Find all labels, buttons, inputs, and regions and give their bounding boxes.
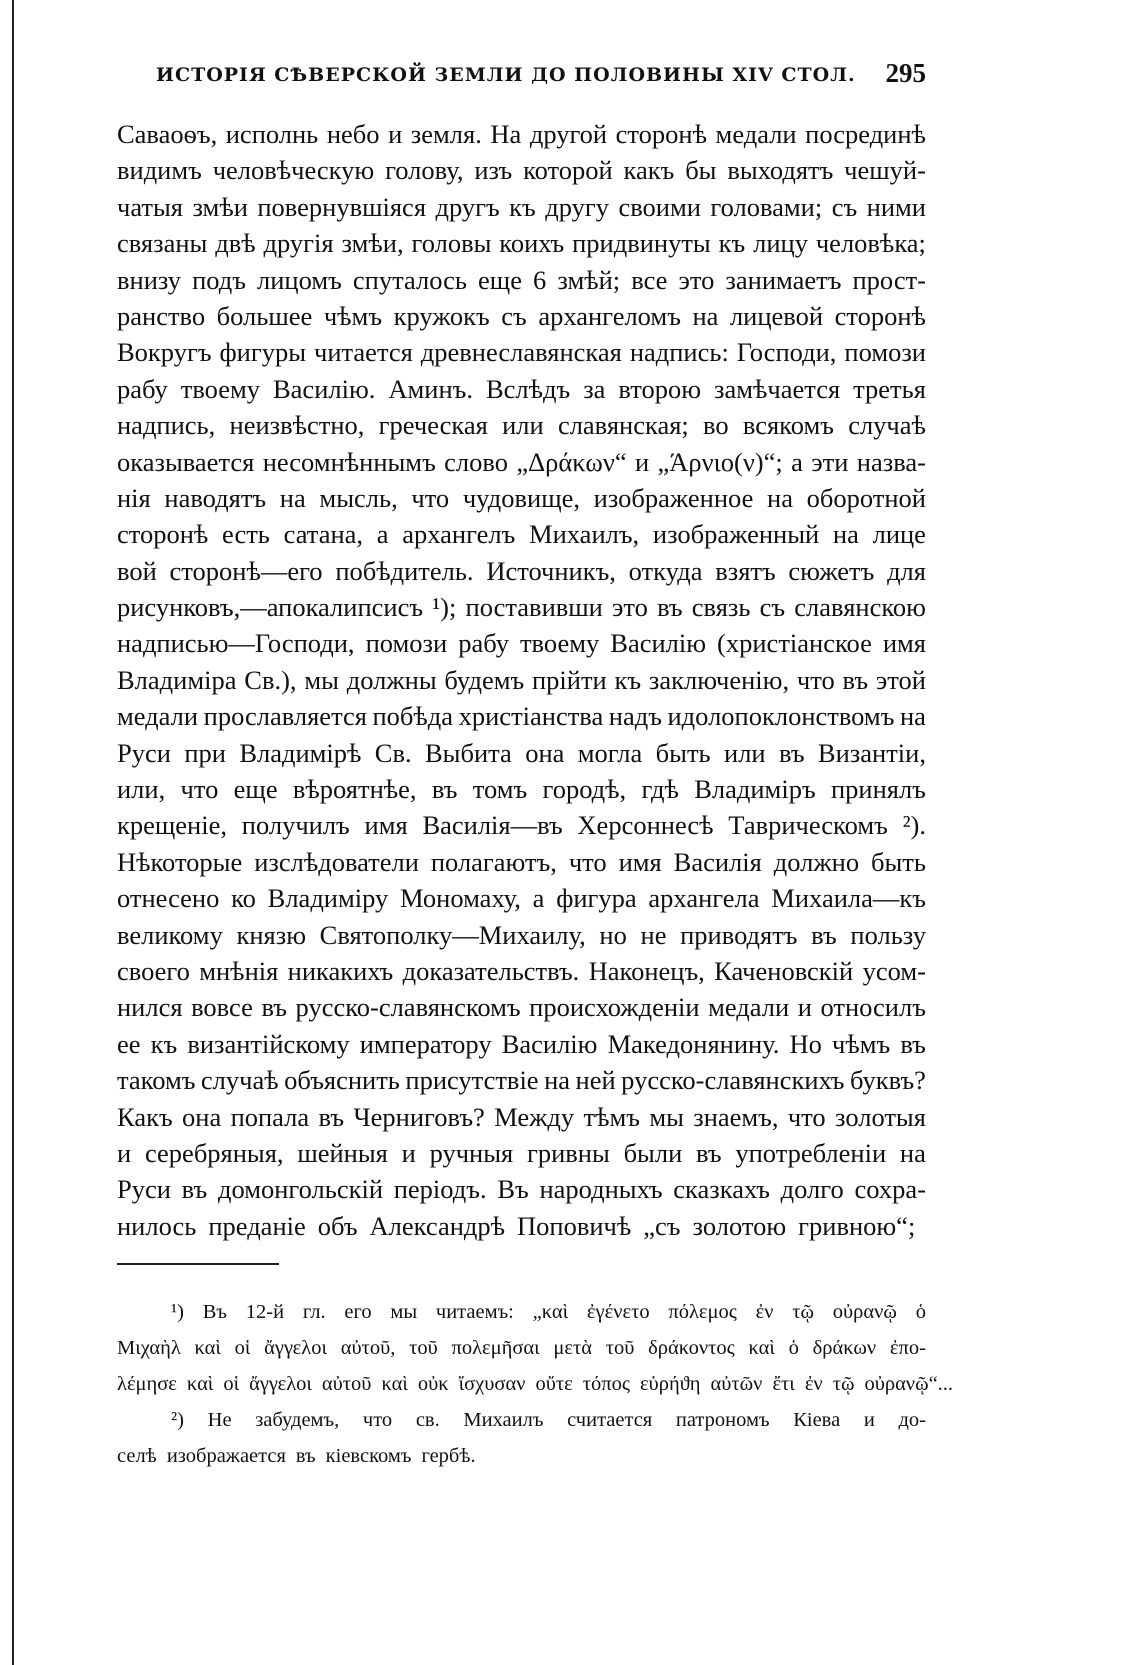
- page-number: 295: [885, 58, 926, 88]
- body-line: видимъ человѣческую голову, изъ которой какъ бы выходятъ чешуй-: [117, 155, 926, 186]
- footnote-line: ¹) Въ 12-й гл. его мы читаемъ: „καὶ ἐγένετο πόλεμος ἐν τῷ οὐρανῷ ὁ: [171, 1301, 926, 1323]
- body-line: Нѣкоторые изслѣдователи полагаютъ, что имя Василія должно быть: [117, 846, 926, 877]
- body-line: Вокругъ фигуры читается древнеславянская надпись: Господи, помози: [117, 337, 926, 368]
- body-line: чатыя змѣи повернувшіяся другъ къ другу своими головами; съ ними: [117, 191, 926, 222]
- body-line: нія наводятъ на мысль, что чудовище, изображенное на оборотной: [117, 482, 926, 513]
- body-line: ее къ византійскому императору Василію Македонянину. Но чѣмъ въ: [117, 1028, 926, 1059]
- body-line: надпись, неизвѣстно, греческая или славянская; во всякомъ случаѣ: [117, 410, 926, 441]
- body-line: такомъ случаѣ объяснить присутствіе на ней русско-славянскихъ буквъ?: [117, 1065, 926, 1096]
- body-line: нился вовсе въ русско-славянскомъ происхожденіи медали и относилъ: [117, 992, 926, 1023]
- body-line: рисунковъ,—апокалипсисъ ¹); поставивши это въ связь съ славянскою: [117, 592, 926, 623]
- body-line: связаны двѣ другія змѣи, головы коихъ придвинуты къ лицу человѣка;: [117, 228, 926, 259]
- body-text: [117, 116, 926, 1244]
- footnotes: [117, 1294, 954, 1474]
- body-line: и серебряныя, шейныя и ручныя гривны были въ употребленіи на: [117, 1137, 926, 1168]
- body-line: Руси при Владимірѣ Св. Выбита она могла быть или въ Византіи,: [117, 737, 926, 768]
- page-header: [148, 58, 928, 98]
- body-line: надписью—Господи, помози рабу твоему Василію (христіанское имя: [117, 628, 926, 659]
- page-edge-rule: [12, 0, 14, 1665]
- body-line: Какъ она попала въ Черниговъ? Между тѣмъ мы знаемъ, что золотыя: [117, 1101, 926, 1132]
- body-line: вой сторонѣ—его побѣдитель. Источникъ, откуда взятъ сюжетъ для: [117, 555, 926, 586]
- footnote-line: ²) Не забудемъ, что св. Михаилъ считается патрономъ Кіева и до-: [171, 1409, 926, 1431]
- body-line: нилось преданіе объ Александрѣ Поповичѣ „съ золотою гривною“;: [117, 1210, 916, 1241]
- running-head: ИСТОРІЯ СѢВЕРСКОЙ ЗЕМЛИ ДО ПОЛОВИНЫ XIV СТОЛ.: [156, 64, 856, 86]
- body-line: Руси въ домонгольскій періодъ. Въ народныхъ сказкахъ долго сохра-: [117, 1174, 926, 1205]
- body-line: или, что еще вѣроятнѣе, въ томъ городѣ, гдѣ Владиміръ принялъ: [117, 774, 926, 805]
- body-line: своего мнѣнія никакихъ доказательствъ. Наконецъ, Каченовскій усом-: [117, 955, 926, 986]
- body-line: ранство большее чѣмъ кружокъ съ архангеломъ на лицевой сторонѣ: [117, 300, 926, 331]
- body-line: рабу твоему Василію. Аминъ. Вслѣдъ за второю замѣчается третья: [117, 373, 926, 404]
- footnote-separator: [117, 1263, 279, 1265]
- footnote-line: селѣ изображается въ кіевскомъ гербѣ.: [117, 1445, 476, 1467]
- footnote-line: Μιχαὴλ καὶ οἱ ἄγγελοι αὐτοῦ, τοῦ πολεμῆσαι μετὰ τοῦ δράκοντος καὶ ὁ δράκων ἐπο-: [117, 1337, 926, 1359]
- body-line: сторонѣ есть сатана, а архангелъ Михаилъ, изображенный на лице: [117, 519, 926, 550]
- body-line: Саваоѳъ, исполнь небо и земля. На другой сторонѣ медали посрединѣ: [117, 119, 926, 149]
- body-line: оказывается несомнѣннымъ слово „Δράκων“ и „Άρνιο(ν)“; а эти назва-: [117, 446, 926, 477]
- body-line: великому князю Святополку—Михаилу, но не приводятъ въ пользу: [117, 919, 926, 950]
- body-line: внизу подъ лицомъ спуталось еще 6 змѣй; все это занимаетъ прост-: [117, 264, 926, 295]
- body-line: отнесено ко Владиміру Мономаху, а фигура архангела Михаила—къ: [117, 883, 926, 914]
- body-line: медали прославляется побѣда христіанства надъ идолопоклонствомъ на: [117, 701, 926, 732]
- body-line: Владиміра Св.), мы должны будемъ прійти къ заключенію, что въ этой: [117, 664, 926, 695]
- footnote-line: λέμησε καὶ οἱ ἄγγελοι αὐτοῦ καὶ οὐκ ἴσχυσαν οὔτε τόπος εὑρήϑη αὐτῶν ἔτι ἐν τῷ οὐρανῷ“...: [117, 1373, 954, 1395]
- body-line: крещеніе, получилъ имя Василія—въ Херсоннесѣ Таврическомъ ²).: [117, 810, 926, 841]
